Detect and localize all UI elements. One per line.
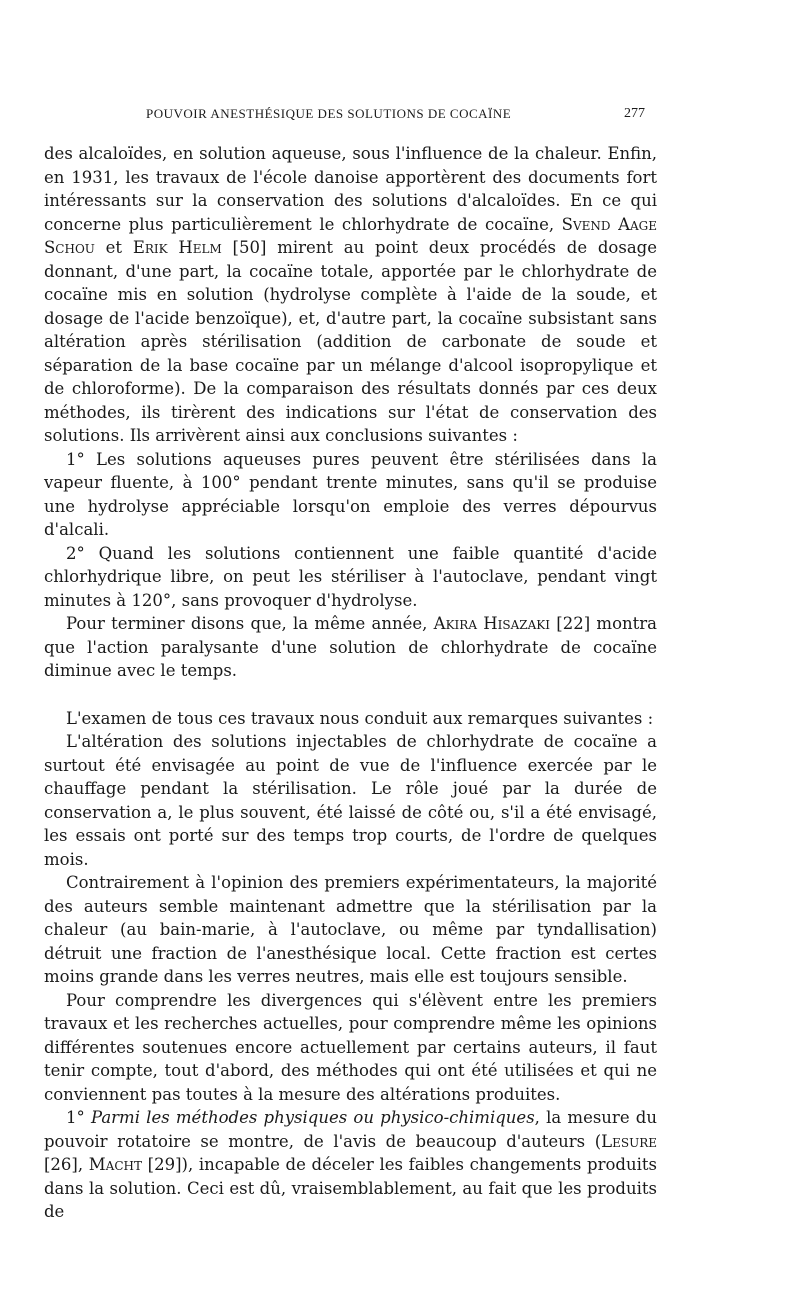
paragraph-1: des alcaloïdes, en solution aqueuse, sous l'influence de la chaleur. Enfin, en 1931, les travaux de l'école danoise apportèrent des documents fort intéressants sur la conservation des solutions d'alcaloïdes. En ce qui concerne plus particulièrement le chlorhydrate de cocaïne, Svend Aage Schou et Erik Helm [50] mirent au point deux procédés de dosage donnant, d'une part, la cocaïne totale, apportée par le chlorhydrate de cocaïne mis en solution (hydrolyse complète à l'aide de la soude, et dosage de l'acide benzoïque), et, d'autre part, la cocaïne subsistant sans altération après stérilisation (addition de carbonate de soude et séparation de la base cocaïne par un mélange d'alcool isopropylique et de chloroforme). De la comparaison des résultats donnés par ces deux méthodes, ils tirèrent des indications sur l'état de conservation des solutions. Ils arrivèrent ainsi aux conclusions suivantes : [44,144,657,445]
body-text [44,142,657,1224]
author-name: Macht [88,1155,142,1174]
italic-phrase: Parmi les méthodes physiques ou physico-chimiques [90,1108,535,1127]
section-gap [44,683,657,707]
author-name: Akira Hisazaki [433,614,550,633]
paragraph-methodes: 1° Parmi les méthodes physiques ou physico-chimiques, la mesure du pouvoir rotatoire se montre, de l'avis de beaucoup d'auteurs (Lesure [26], Macht [29]), incapable de déceler les faibles changements produits dans la solution. Ceci est dû, vraisemblablement, au fait que les produits de [44,1108,657,1221]
author-name: Erik Helm [132,238,222,257]
paragraph-divergences: Pour comprendre les divergences qui s'élèvent entre les premiers travaux et les recherches actuelles, pour comprendre même les opinions différentes soutenues encore actuellement par certains auteurs, il faut tenir compte, tout d'abord, des méthodes qui ont été utilisées et qui ne conviennent pas toutes à la mesure des altérations produites. [44,990,657,1104]
paragraph-conclusion-2: 2° Quand les solutions contiennent une faible quantité d'acide chlorhydrique libre, on peut les stériliser à l'autoclave, pendant vingt minutes à 120°, sans provoquer d'hydrolyse. [44,543,657,610]
author-name: Svend Aage Schou [44,214,657,257]
paragraph-alteration: L'altération des solutions injectables de chlorhydrate de cocaïne a surtout été envisagée au point de vue de l'influence exercée par le chauffage pendant la stérilisation. Le rôle joué par la durée de conservation a, le plus souvent, été laissé de côté ou, s'il a été envisagé, les essais ont porté sur des temps trop courts, de l'ordre de quelques mois. [44,732,657,869]
paragraph-examen: L'examen de tous ces travaux nous conduit aux remarques suivantes : [66,708,654,728]
page-number: 277 [624,106,645,121]
paragraph-contrairement: Contrairement à l'opinion des premiers expérimentateurs, la majorité des auteurs semble maintenant admettre que la stérilisation par la chaleur (au bain-marie, à l'autoclave, ou même par tyndallisation) détruit une fraction de l'anesthésique local. Cette fraction est certes moins grande dans les verres neutres, mais elle est toujours sensible. [44,873,657,986]
running-header: POUVOIR ANESTHÉSIQUE DES SOLUTIONS DE COCAÏNE [146,106,512,121]
author-name: Lesure [601,1131,657,1151]
paragraph-hisazaki: Pour terminer disons que, la même année, Akira Hisazaki [22] montra que l'action paralysante d'une solution de chlorhydrate de cocaïne diminue avec le temps. [44,614,657,680]
paragraph-conclusion-1: 1° Les solutions aqueuses pures peuvent être stérilisées dans la vapeur fluente, à 100° pendant trente minutes, sans qu'il se produise une hydrolyse appréciable lorsqu'on emploie des verres dépourvus d'alcali. [44,449,657,539]
